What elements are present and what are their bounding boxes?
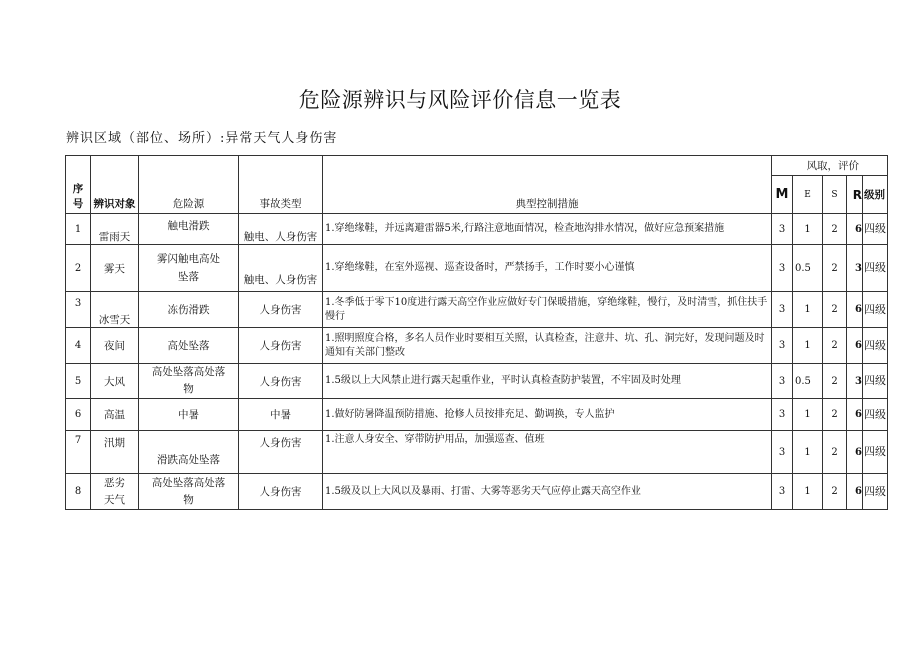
row-hazard: 触电滑跌 <box>139 214 239 245</box>
header-s: S <box>823 176 847 214</box>
row-measures: 1.5级以上大风禁止进行露天起重作业，平时认真检查防护装置，不牢固及时处理 <box>323 364 772 399</box>
row-level: 四级 <box>863 474 888 510</box>
row-s: 2 <box>823 328 847 364</box>
row-e: 1 <box>793 292 823 328</box>
row-r: 6 <box>847 431 863 474</box>
row-measures: 1.照明照度合格，多名人员作业时要相互关照，认真检查，注意井、坑、孔、洞完好，发现问题及时通知有关部门整改 <box>323 328 772 364</box>
row-e: 1 <box>793 431 823 474</box>
row-s: 2 <box>823 292 847 328</box>
row-r: 6 <box>847 214 863 245</box>
row-r: 3 <box>847 245 863 292</box>
identification-region: 辨识区域（部位、场所）:异常天气人身伤害 <box>66 131 338 146</box>
row-hazard: 中暑 <box>139 399 239 431</box>
row-s: 2 <box>823 364 847 399</box>
row-level: 四级 <box>863 245 888 292</box>
row-m: 3 <box>772 474 793 510</box>
row-hazard: 高处坠落高处落物 <box>139 474 239 510</box>
row-seq: 7 <box>66 431 91 474</box>
row-hazard: 滑跌高处坠落 <box>139 431 239 474</box>
row-hazard: 雾闪触电高处坠落 <box>139 245 239 292</box>
row-measures: 1.做好防暑降温预防措施、抢修人员按排充足、勤调换，专人监护 <box>323 399 772 431</box>
header-level: 级别 <box>863 176 888 214</box>
row-r: 6 <box>847 399 863 431</box>
row-seq: 4 <box>66 328 91 364</box>
row-s: 2 <box>823 474 847 510</box>
row-level: 四级 <box>863 214 888 245</box>
header-risk-group: 风取，评价 <box>772 156 888 176</box>
row-m: 3 <box>772 399 793 431</box>
row-accident: 人身伤害 <box>239 328 323 364</box>
row-e: 1 <box>793 399 823 431</box>
row-m: 3 <box>772 245 793 292</box>
header-seq: 序号 <box>66 156 91 214</box>
header-accident: 事故类型 <box>239 156 323 214</box>
row-accident: 中暑 <box>239 399 323 431</box>
row-e: 1 <box>793 214 823 245</box>
table-row <box>66 328 888 364</box>
row-accident: 人身伤害 <box>239 474 323 510</box>
row-object: 大风 <box>91 364 139 399</box>
row-measures: 1.穿绝缘鞋，并远离避雷器5米,行路注意地面情况，检查地沟排水情况，做好应急预案措施 <box>323 214 772 245</box>
row-level: 四级 <box>863 292 888 328</box>
table-row <box>66 292 888 328</box>
row-object: 雷雨天 <box>91 214 139 245</box>
row-hazard: 高处坠落高处落物 <box>139 364 239 399</box>
header-m: M <box>772 176 793 214</box>
row-m: 3 <box>772 292 793 328</box>
row-seq: 3 <box>66 292 91 328</box>
row-s: 2 <box>823 431 847 474</box>
row-level: 四级 <box>863 328 888 364</box>
row-accident: 人身伤害 <box>239 364 323 399</box>
header-e: E <box>793 176 823 214</box>
row-level: 四级 <box>863 399 888 431</box>
row-m: 3 <box>772 328 793 364</box>
row-e: 0.5 <box>793 245 823 292</box>
header-r: R <box>847 176 863 214</box>
table-row <box>66 399 888 431</box>
row-hazard: 冻伤滑跌 <box>139 292 239 328</box>
hazard-table <box>65 155 888 510</box>
row-r: 3 <box>847 364 863 399</box>
page-title: 危险源辨识与风险评价信息一览表 <box>298 88 622 112</box>
row-object: 高温 <box>91 399 139 431</box>
row-r: 6 <box>847 292 863 328</box>
row-accident: 触电、人身伤害 <box>239 245 323 292</box>
table-row <box>66 245 888 292</box>
header-measures: 典型控制措施 <box>323 156 772 214</box>
row-e: 0.5 <box>793 364 823 399</box>
table-row <box>66 431 888 474</box>
row-m: 3 <box>772 364 793 399</box>
row-r: 6 <box>847 328 863 364</box>
row-object: 汛期 <box>91 431 139 474</box>
row-m: 3 <box>772 214 793 245</box>
row-seq: 8 <box>66 474 91 510</box>
row-r: 6 <box>847 474 863 510</box>
row-object: 雾天 <box>91 245 139 292</box>
row-e: 1 <box>793 474 823 510</box>
header-hazard: 危险源 <box>139 156 239 214</box>
row-accident: 人身伤害 <box>239 431 323 474</box>
row-measures: 1.冬季低于零下10度进行露天高空作业应做好专门保暖措施，穿绝缘鞋，慢行，及时清雪，抓住扶手慢行 <box>323 292 772 328</box>
row-accident: 人身伤害 <box>239 292 323 328</box>
table-row <box>66 364 888 399</box>
row-object: 夜间 <box>91 328 139 364</box>
row-object: 恶劣天气 <box>91 474 139 510</box>
row-measures: 1.5级及以上大风以及暴雨、打雷、大雾等恶劣天气应停止露天高空作业 <box>323 474 772 510</box>
row-s: 2 <box>823 245 847 292</box>
row-seq: 5 <box>66 364 91 399</box>
row-hazard: 高处坠落 <box>139 328 239 364</box>
row-object: 冰雪天 <box>91 292 139 328</box>
row-measures: 1.注意人身安全、穿带防护用品，加强巡查、值班 <box>323 431 772 474</box>
row-seq: 2 <box>66 245 91 292</box>
row-accident: 触电、人身伤害 <box>239 214 323 245</box>
row-seq: 1 <box>66 214 91 245</box>
row-seq: 6 <box>66 399 91 431</box>
row-s: 2 <box>823 214 847 245</box>
table-row <box>66 474 888 510</box>
row-e: 1 <box>793 328 823 364</box>
row-measures: 1.穿绝缘鞋，在室外巡视、巡查设备时，严禁扬手，工作时要小心谨慎 <box>323 245 772 292</box>
row-s: 2 <box>823 399 847 431</box>
header-object: 辨识对象 <box>91 156 139 214</box>
row-m: 3 <box>772 431 793 474</box>
row-level: 四级 <box>863 431 888 474</box>
table-row <box>66 214 888 245</box>
row-level: 四级 <box>863 364 888 399</box>
